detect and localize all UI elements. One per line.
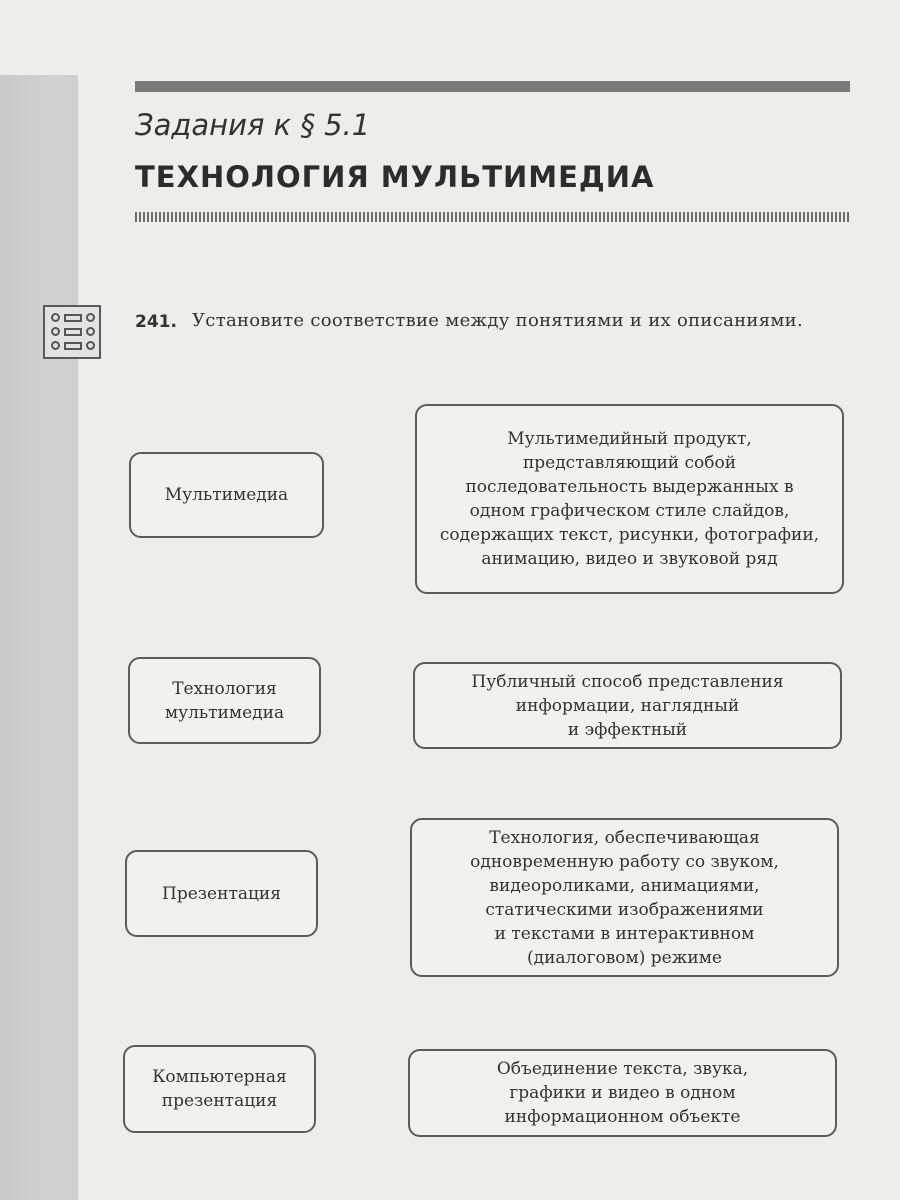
description-box-3[interactable]: Технология, обеспечивающая одновременную работу со звуком, видеороликами, анимациями, статическими изображениями и текстами в интерактивном (диалоговом) режиме — [410, 818, 839, 977]
section-label: Задания к § 5.1 — [135, 108, 371, 142]
section-title: ТЕХНОЛОГИЯ МУЛЬТИМЕДИА — [135, 160, 655, 194]
concept-box-presentation[interactable]: Презентация — [125, 850, 318, 937]
dotted-divider — [135, 212, 850, 222]
description-box-4[interactable]: Объединение текста, звука, графики и видео в одном информационном объекте — [408, 1049, 837, 1137]
concept-box-computer-presentation[interactable]: Компьютерная презентация — [123, 1045, 316, 1133]
description-box-1[interactable]: Мультимедийный продукт, представляющий собой последовательность выдержанных в одном графическом стиле слайдов, содержащих текст, рисунки, фотографии, анимацию, видео и звуковой ряд — [415, 404, 844, 594]
page-margin-band — [0, 75, 78, 1200]
task-number: 241. — [135, 312, 177, 332]
concept-box-multimedia-technology[interactable]: Технология мультимедиа — [128, 657, 321, 744]
description-box-2[interactable]: Публичный способ представления информации, наглядный и эффектный — [413, 662, 842, 749]
concept-box-multimedia[interactable]: Мультимедиа — [129, 452, 324, 538]
matching-task-icon — [43, 305, 101, 359]
top-rule — [135, 81, 850, 92]
task-text: Установите соответствие между понятиями и их описаниями. — [192, 310, 804, 331]
